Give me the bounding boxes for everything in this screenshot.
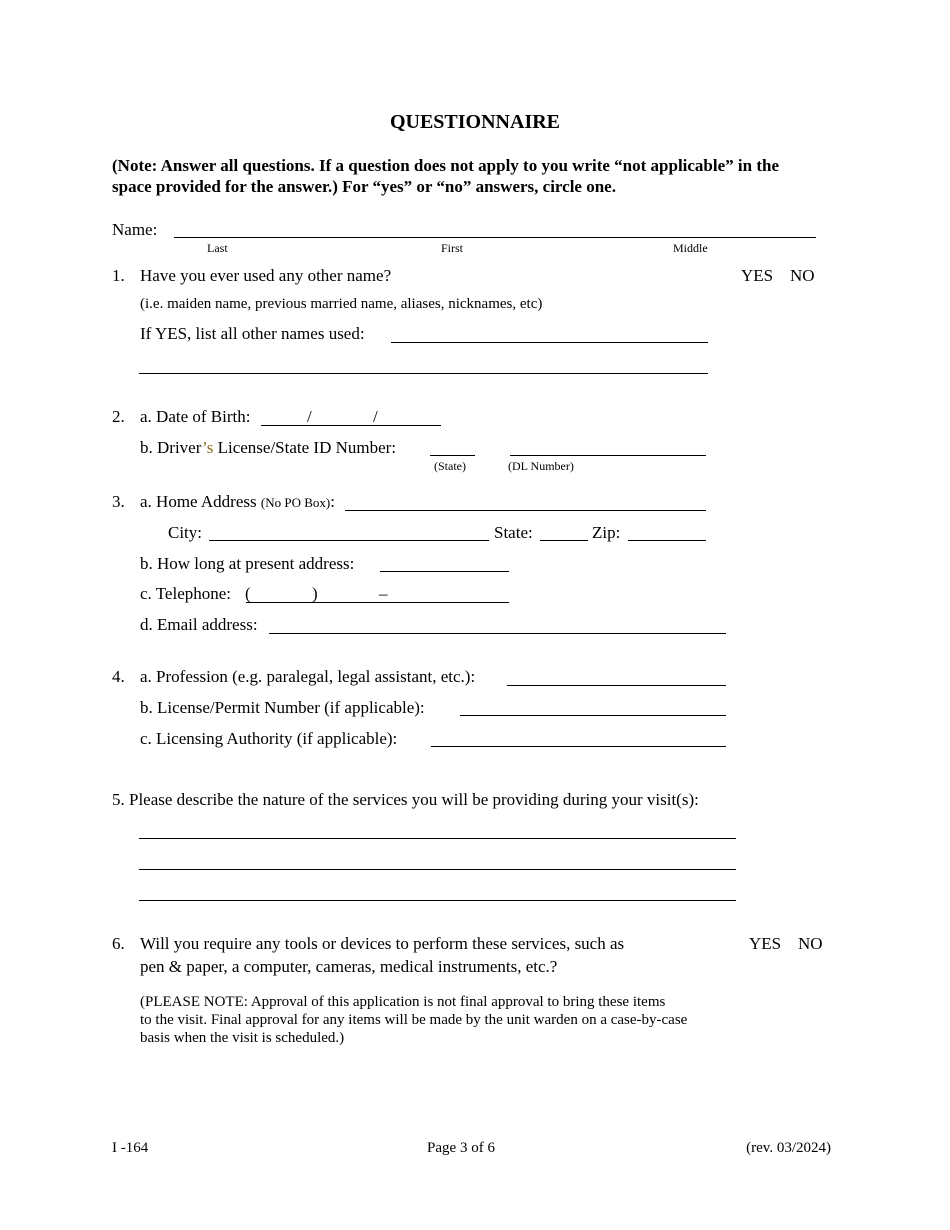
dob-label: a. Date of Birth: [140,407,251,426]
q2-number: 2. [112,407,125,426]
email-label: d. Email address: [140,615,258,634]
other-names-field-2[interactable] [139,373,708,374]
dl-state-field[interactable] [430,455,475,456]
q6-question-line-2: pen & paper, a computer, cameras, medical instruments, etc.? [140,957,558,976]
page-title: QUESTIONNAIRE [389,111,561,133]
zip-label: Zip: [592,523,621,542]
city-field[interactable] [209,540,489,541]
instructions-line-1: (Note: Answer all questions. If a question does not apply to you write “not applicable” in the [112,156,779,175]
telephone-field[interactable] [246,602,509,603]
q6-number: 6. [112,934,125,953]
profession-label: a. Profession (e.g. paralegal, legal assistant, etc.): [140,667,476,686]
q5-question: 5. Please describe the nature of the services you will be providing during your visit(s): [112,790,699,809]
telephone-open-paren: ( [245,584,251,603]
state-field[interactable] [540,540,588,541]
dob-field[interactable] [261,425,441,426]
name-first-caption: First [441,241,464,255]
services-field-2[interactable] [139,869,736,870]
telephone-close-paren: ) [312,584,318,603]
q4-number: 4. [112,667,125,686]
profession-field[interactable] [507,685,726,686]
telephone-label: c. Telephone: [140,584,232,603]
dob-slash-1: / [307,407,312,426]
services-field-1[interactable] [139,838,736,839]
state-label: State: [494,523,533,542]
q1-yes-option[interactable]: YES [741,266,774,285]
telephone-dash: – [379,584,388,603]
dl-number-caption: (DL Number) [508,459,574,473]
license-number-label: b. License/Permit Number (if applicable): [140,698,425,717]
home-address-field[interactable] [345,510,706,511]
q6-question-line-1: Will you require any tools or devices to perform these services, such as [140,934,625,953]
how-long-field[interactable] [380,571,509,572]
q1-no-option[interactable]: NO [790,266,815,285]
q1-number: 1. [112,266,125,285]
q6-note-line-2: to the visit. Final approval for any items will be made by the unit warden on a case-by-case [140,1012,688,1028]
license-number-field[interactable] [460,715,726,716]
home-address-label: a. Home Address (No PO Box): [140,492,335,511]
q6-yes-option[interactable]: YES [749,934,782,953]
q1-question: Have you ever used any other name? [140,266,392,285]
zip-field[interactable] [628,540,706,541]
q6-note-line-3: basis when the visit is scheduled.) [140,1030,345,1046]
q6-no-option[interactable]: NO [798,934,823,953]
email-field[interactable] [269,633,726,634]
dob-slash-2: / [373,407,378,426]
instructions-line-2: space provided for the answer.) For “yes” or “no” answers, circle one. [112,177,616,196]
dl-label: b. Driver’s License/State ID Number: [140,438,397,457]
page-number: Page 3 of 6 [427,1140,495,1156]
revision-date: (rev. 03/2024) [746,1140,831,1156]
licensing-authority-label: c. Licensing Authority (if applicable): [140,729,398,748]
how-long-label: b. How long at present address: [140,554,355,573]
city-label: City: [168,523,203,542]
form-id: I -164 [112,1140,149,1156]
licensing-authority-field[interactable] [431,746,726,747]
q1-list-label: If YES, list all other names used: [140,324,365,343]
dl-state-caption: (State) [434,459,466,473]
name-middle-caption: Middle [673,241,708,255]
q1-hint: (i.e. maiden name, previous married name, aliases, nicknames, etc) [140,296,543,312]
dl-number-field[interactable] [510,455,706,456]
name-last-caption: Last [207,241,228,255]
name-label: Name: [112,220,158,239]
services-field-3[interactable] [139,900,736,901]
q3-number: 3. [112,492,125,511]
q6-note-line-1: (PLEASE NOTE: Approval of this application is not final approval to bring these items [140,994,666,1010]
name-field[interactable] [174,237,816,238]
other-names-field-1[interactable] [391,342,708,343]
